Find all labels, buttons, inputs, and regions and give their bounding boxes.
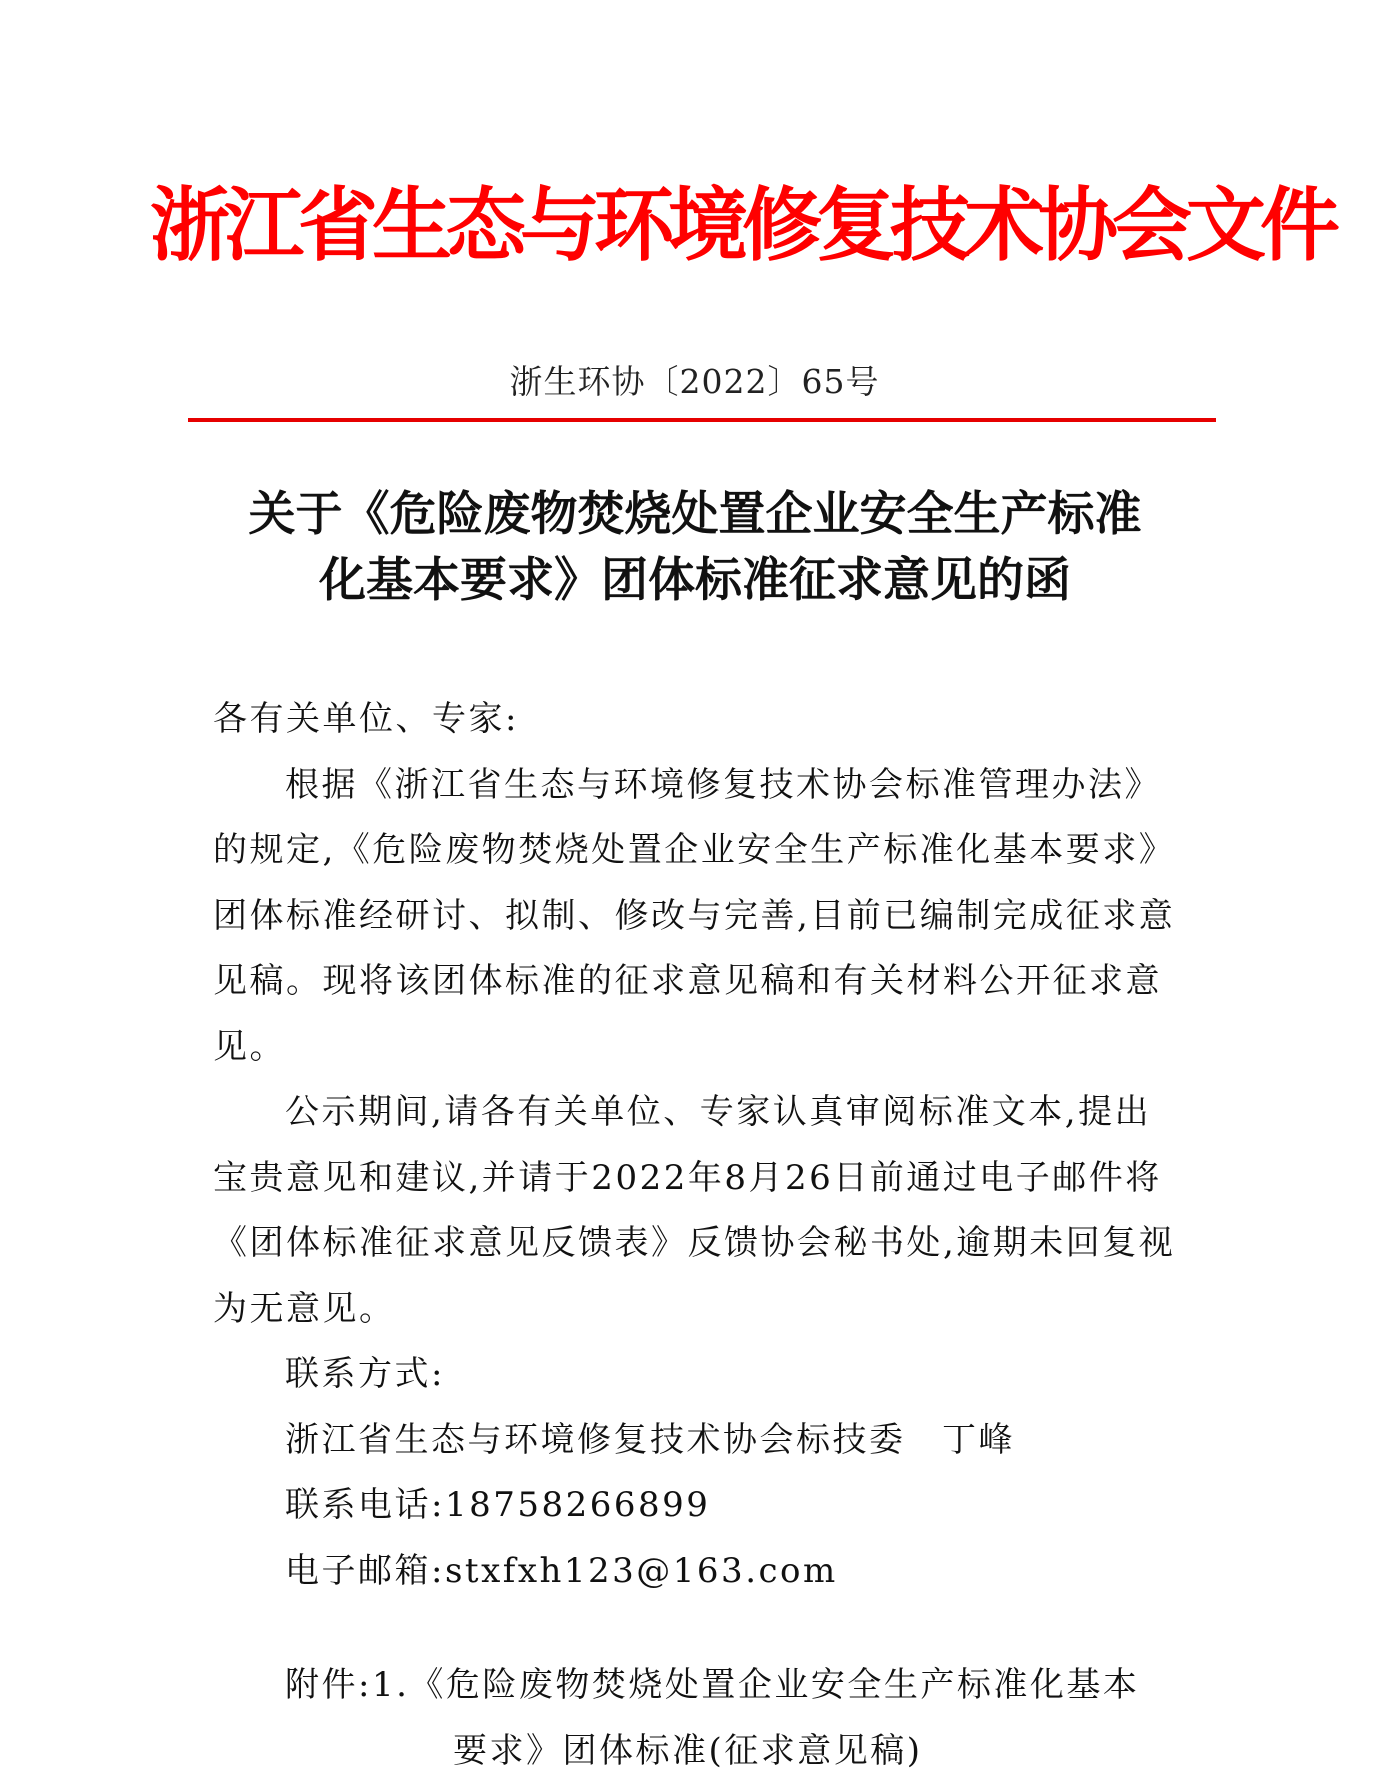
contact-heading: 联系方式: bbox=[285, 1354, 445, 1394]
letter-title-line-1: 关于《危险废物焚烧处置企业安全生产标准 bbox=[248, 487, 1142, 542]
document-number: 浙生环协〔2022〕65号 bbox=[509, 362, 880, 401]
letter-title bbox=[190, 482, 1200, 614]
letter-title-line-2: 化基本要求》团体标准征求意见的函 bbox=[319, 553, 1071, 608]
red-divider-rule bbox=[188, 418, 1216, 422]
body-paragraph-2: 公示期间,请各有关单位、专家认真审阅标准文本,提出宝贵意见和建议,并请于2022年8月26日前通过电子邮件将《团体标准征求意见反馈表》反馈协会秘书处,逾期未回复视为无意见。 bbox=[213, 1092, 1176, 1329]
masthead-title: 浙江省生态与环境修复技术协会文件 bbox=[150, 178, 1334, 272]
attachment-line-2: 要求》团体标准(征求意见稿) bbox=[453, 1730, 923, 1771]
contact-organization-person: 浙江省生态与环境修复技术协会标技委 丁峰 bbox=[285, 1419, 1015, 1460]
contact-phone: 联系电话:18758266899 bbox=[285, 1485, 711, 1525]
spacer bbox=[213, 1604, 1178, 1653]
contact-email: 电子邮箱:stxfxh123@163.com bbox=[285, 1550, 838, 1591]
body-paragraph-1: 根据《浙江省生态与环境修复技术协会标准管理办法》的规定,《危险废物焚烧处置企业安全生产标准化基本要求》团体标准经研讨、拟制、修改与完善,目前已编制完成征求意见稿。现将该团体标准的征求意见稿和有关材料公开征求意见。 bbox=[213, 764, 1176, 1067]
letter-body bbox=[213, 687, 1178, 1784]
attachment-line-1: 附件:1.《危险废物焚烧处置企业安全生产标准化基本 bbox=[285, 1665, 1140, 1705]
salutation: 各有关单位、专家: bbox=[213, 699, 519, 739]
